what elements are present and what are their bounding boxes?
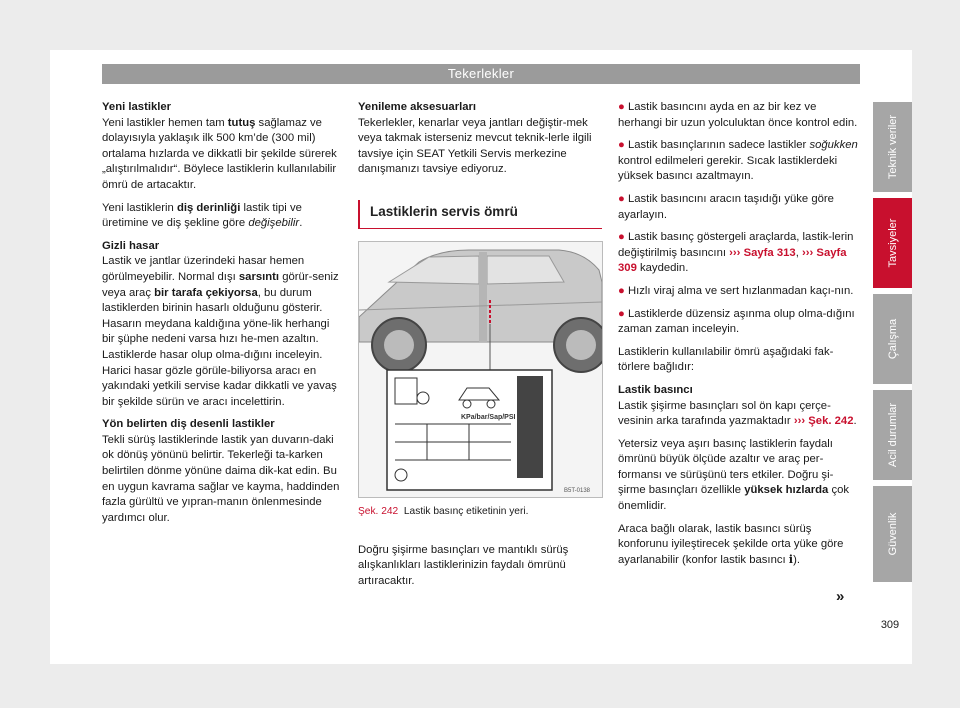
paragraph: Doğru şişirme basınçları ve mantıklı sürüş alışkanlıkları lastiklerinizin faydalı ömrünü artıracaktır. <box>358 543 569 587</box>
figure-link[interactable]: ››› Şek. 242 <box>793 415 854 428</box>
paragraph: Tekerlekler, kenarlar veya jantları değiştir-mek veya takmak isterseniz mevcut teknik-lerle ilgili tavsiye için SEAT Yetkili Servis merkezine danışmanızı tavsiye ediyoruz. <box>358 116 592 176</box>
info-icon: ℹ <box>788 553 794 566</box>
page-link[interactable]: ››› Sayfa 309 <box>618 246 847 275</box>
bullet-item: ● Hızlı viraj alma ve sert hızlanmadan kaçı-nın. <box>618 284 854 297</box>
heading-hidden-damage: Gizli hasar <box>102 239 160 252</box>
column-middle <box>358 100 602 596</box>
heading-tire-pressure: Lastik basıncı <box>618 383 693 396</box>
paragraph: Lastik şişirme basınçları sol ön kapı çerçe-vesinin arka tarafında yazmaktadır ››› Şek. 242. <box>618 399 857 428</box>
tab-acil-durumlar[interactable]: Acil durumlar <box>873 390 912 480</box>
column-right <box>618 100 858 575</box>
figure-code: B5T-0138 <box>564 487 591 494</box>
tab-tavsiyeler[interactable]: Tavsiyeler <box>873 198 912 288</box>
page-link[interactable]: ››› Sayfa 313 <box>729 246 796 259</box>
bullet-icon: ● <box>618 101 625 113</box>
page-number: 309 <box>880 619 900 631</box>
car-illustration <box>359 242 602 497</box>
figure-tire-pressure-label <box>358 241 603 498</box>
paragraph: Yeni lastiklerin diş derinliği lastik tipi ve üretimine ve diş şekline göre değişebilir. <box>102 201 303 230</box>
paragraph: Lastik ve jantlar üzerindeki hasar hemen görülmeyebilir. Normal dışı sarsıntı görür-seniz veya araç bir tarafa çekiyorsa, bu durum lastiklerden birinin hasarlı olduğunu gösterir. Hasarın meydana kaldığına yöne-lik herhangi bir şüphe nedeni varsa hızı he-men azaltın. Lastiklerde hasar olup olma-dığını inceleyin. Harici hasar gözle görüle-biliyorsa aracı en yakındaki yetkili servise kadar dikkatli ve yavaş bir şekilde sürün ve aracı incelettirin. <box>102 255 339 408</box>
column-left <box>102 100 342 533</box>
heading-directional-tires: Yön belirten diş desenli lastikler <box>102 418 275 431</box>
bullet-icon: ● <box>618 139 625 152</box>
bullet-icon: ● <box>618 284 625 297</box>
bullet-item: ● Lastik basıncını aracın taşıdığı yüke göre ayarlayın. <box>618 192 834 221</box>
bullet-icon: ● <box>618 307 625 320</box>
paragraph: Araca bağlı olarak, lastik basıncı sürüş konforunu iyileştirecek şekilde orta yüke göre ayarlanabilir (konfor lastik basıncı ℹ). <box>618 522 844 566</box>
bullet-item: ● Lastik basıncını ayda en az bir kez ve herhangi bir uzun yolculuktan önce kontrol edin. <box>618 101 858 129</box>
tab-calisma[interactable]: Çalışma <box>873 294 912 384</box>
figure-ref: Şek. 242 <box>358 505 399 517</box>
label-units: KPa/bar/Sap/PSI <box>461 413 516 421</box>
section-title: Lastiklerin servis ömrü <box>358 200 602 229</box>
continue-arrow-icon: » <box>836 588 845 605</box>
heading-new-tires: Yeni lastikler <box>102 101 172 113</box>
paragraph: Yetersiz veya aşırı basınç lastiklerin faydalı ömrünü büyük ölçüde azaltır ve araç per-formansı ve sürüşünü ters etkiler. Doğru şi-şirme basınçları özellikle yüksek hızlarda çok önemlidir. <box>618 437 850 513</box>
heading-accessories: Yenileme aksesuarları <box>358 101 477 113</box>
bullet-icon: ● <box>618 231 625 244</box>
tab-teknik-veriler[interactable]: Teknik veriler <box>873 102 912 192</box>
bullet-item: ● Lastik basınç göstergeli araçlarda, lastik-lerin değiştirilmiş basıncını ››› Sayfa 313, ››› Sayfa 309 kaydedin. <box>618 231 854 275</box>
bullet-icon: ● <box>618 192 625 205</box>
paragraph: Lastiklerin kullanılabilir ömrü aşağıdaki fak-törlere bağlıdır: <box>618 345 834 374</box>
paragraph: Yeni lastikler hemen tam tutuş sağlamaz ve dolayısıyla yaklaşık ilk 500 km’de (300 mil) ortalama hızlarda ve dikkatli bir şekilde sürerek „alıştırılmalıdır“. Böylece lastiklerin kullanılabilir ömrü de artacaktır. <box>102 116 337 191</box>
bullet-item: ● Lastik basınçlarının sadece lastikler soğukken kontrol edilmeleri gerekir. Sıcak lastiklerdeki yüksek basıncı azaltmayın. <box>618 139 858 183</box>
tab-guvenlik[interactable]: Güvenlik <box>873 486 912 582</box>
bullet-item: ● Lastiklerde düzensiz aşınma olup olma-dığını zaman zaman inceleyin. <box>618 307 855 336</box>
page-header: Tekerlekler <box>102 64 860 84</box>
figure-caption: Şek. 242 Lastik basınç etiketinin yeri. <box>358 505 529 517</box>
paragraph: Tekli sürüş lastiklerinde lastik yan duvarın-daki ok dönüş yönünü belirtir. Tekerleği ta-karken belirtilen dönme yönüne daima dik-kat edin. Bu en uygun kavrama sağlar ve kayma, haddinden fazla gürültü ve yıpran-manın önlenmesinde yardımcı olur. <box>102 433 340 524</box>
